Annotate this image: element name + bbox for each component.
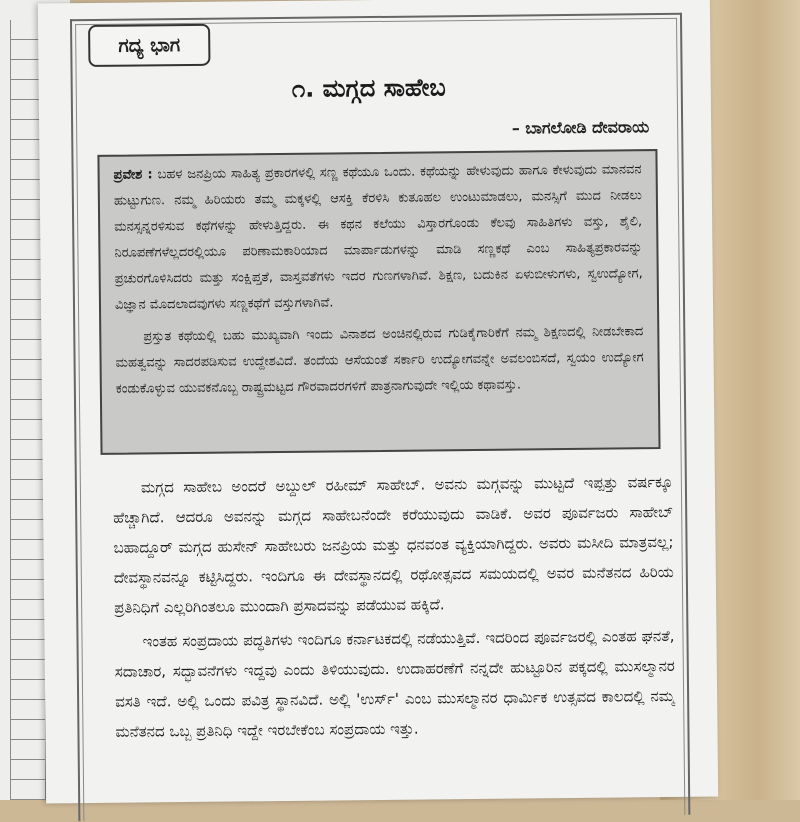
- intro-box: [97, 149, 660, 455]
- textbook-page: [38, 0, 718, 803]
- author-name: – ಬಾಗಲೋಡಿ ದೇವರಾಯ: [511, 117, 650, 138]
- section-tag: ಗದ್ಯ ಭಾಗ: [88, 24, 210, 67]
- story-body: [113, 467, 676, 793]
- intro-label: ಪ್ರವೇಶ :: [113, 167, 153, 183]
- intro-paragraph-2: [115, 319, 644, 403]
- intro-text-2: ಪ್ರಸ್ತುತ ಕಥೆಯಲ್ಲಿ ಬಹು ಮುಖ್ಯವಾಗಿ ಇಂದು ವಿನಾಶದ ಅಂಚಿನಲ್ಲಿರುವ ಗುಡಿಕೈಗಾರಿಕೆಗೆ ನಮ್ಮ ಶಿಕ್ಷಣದಲ್ಲಿ ನೀಡಬೇಕಾದ ಮಹತ್ವವನ್ನು ಸಾದರಪಡಿಸುವ ಉದ್ದೇಶವಿದೆ. ತಂದೆಯ ಆಸೆಯಂತೆ ಸರ್ಕಾರಿ ಉದ್ಯೋಗವನ್ನೇ ಅವಲಂಬಿಸದೆ, ಸ್ವಯಂ ಉದ್ಯೋಗ ಕಂಡುಕೊಳ್ಳುವ ಯುವಕನೊಬ್ಬ ರಾಷ್ಟ್ರಮಟ್ಟದ ಗೌರವಾದರಗಳಿಗೆ ಪಾತ್ರನಾಗುವುದೇ ಇಲ್ಲಿಯ ಕಥಾವಸ್ತು.: [115, 324, 644, 397]
- body-paragraph-2: ಇಂತಹ ಸಂಪ್ರದಾಯ ಪದ್ಧತಿಗಳು ಇಂದಿಗೂ ಕರ್ನಾಟಕದಲ್ಲಿ ನಡೆಯುತ್ತಿವೆ. ಇದರಿಂದ ಪೂರ್ವಜರಲ್ಲಿ ಎಂತಹ ಘನತೆ, ಸದಾಚಾರ, ಸದ್ಭಾವನೆಗಳು ಇದ್ದವು ಎಂದು ತಿಳಿಯುವುದು. ಉದಾಹರಣೆಗೆ ನನ್ನದೇ ಹುಟ್ಟೂರಿನ ಪಕ್ಕದಲ್ಲಿ ಮುಸಲ್ಮಾನರ ವಸತಿ ಇದೆ. ಅಲ್ಲಿ ಒಂದು ಪವಿತ್ರ ಸ್ಥಾನವಿದೆ. ಅಲ್ಲಿ 'ಉರ್ಸ್' ಎಂಬ ಮುಸಲ್ಮಾನರ ಧಾರ್ಮಿಕ ಉತ್ಸವದ ಕಾಲದಲ್ಲಿ ನಮ್ಮ ಮನೆತನದ ಒಬ್ಬ ಪ್ರತಿನಿಧಿ ಇದ್ದೇ ಇರಬೇಕೆಂಬ ಸಂಪ್ರದಾಯ ಇತ್ತು.: [114, 626, 676, 741]
- intro-text-1: ಬಹಳ ಜನಪ್ರಿಯ ಸಾಹಿತ್ಯ ಪ್ರಕಾರಗಳಲ್ಲಿ ಸಣ್ಣ ಕಥೆಯೂ ಒಂದು. ಕಥೆಯನ್ನು ಹೇಳುವುದು ಹಾಗೂ ಕೇಳುವುದು ಮಾನವನ ಹುಟ್ಟುಗುಣ. ನಮ್ಮ ಹಿರಿಯರು ತಮ್ಮ ಮಕ್ಕಳಲ್ಲಿ ಆಸಕ್ತಿ ಕೆರಳಿಸಿ ಕುತೂಹಲ ಉಂಟುಮಾಡಲು, ಮನಸ್ಸಿಗೆ ಮುದ ನೀಡಲು ಮನಸ್ಸನ್ನರಳಿಸುವ ಕಥೆಗಳನ್ನು ಹೇಳುತ್ತಿದ್ದರು. ಈ ಕಥನ ಕಲೆಯು ವಿಸ್ತಾರಗೊಂಡು ಕೆಲವು ಸಾಹಿತಿಗಳು ವಸ್ತು, ಶೈಲಿ, ನಿರೂಪಣೆಗಳೆಲ್ಲದರಲ್ಲಿಯೂ ಪರಿಣಾಮಕಾರಿಯಾದ ಮಾರ್ಪಾಡುಗಳನ್ನು ಮಾಡಿ ಸಣ್ಣಕಥೆ ಎಂಬ ಸಾಹಿತ್ಯಪ್ರಕಾರವನ್ನು ಪ್ರಚುರಗೊಳಿಸಿದರು ಮತ್ತು ಸಂಕ್ಷಿಪ್ತತೆ, ವಾಸ್ತವತೆಗಳು ಇದರ ಗುಣಗಳಾಗಿವೆ. ಶಿಕ್ಷಣ, ಬದುಕಿನ ಏಳುಬೀಳುಗಳು, ಸ್ವಉದ್ಯೋಗ, ವಿಜ್ಞಾನ ಮೊದಲಾದವುಗಳು ಸಣ್ಣಕಥೆಗೆ ವಸ್ತುಗಳಾಗಿವೆ.: [113, 162, 643, 313]
- lesson-title: ೧. ಮಗ್ಗದ ಸಾಹೇಬ: [291, 73, 446, 103]
- body-paragraph-1: ಮಗ್ಗದ ಸಾಹೇಬ ಅಂದರೆ ಅಬ್ದುಲ್ ರಹೀಮ್ ಸಾಹೇಬ್. ಅವನು ಮಗ್ಗವನ್ನು ಮುಟ್ಟದೆ ಇಪ್ಪತ್ತು ವರ್ಷಕ್ಕೂ ಹೆಚ್ಚಾಗಿದೆ. ಆದರೂ ಅವನನ್ನು ಮಗ್ಗದ ಸಾಹೇಬನೆಂದೇ ಕರೆಯುವುದು ವಾಡಿಕೆ. ಅವರ ಪೂರ್ವಜರು ಸಾಹೇಬ್ ಬಹಾದ್ದೂರ್ ಮಗ್ಗದ ಹುಸೇನ್ ಸಾಹೇಬರು ಜನಪ್ರಿಯ ಮತ್ತು ಧನವಂತ ವ್ಯಕ್ತಿಯಾಗಿದ್ದರು. ಅವರು ಮಸೀದಿ ಮಾತ್ರವಲ್ಲ; ದೇವಸ್ಥಾನವನ್ನೂ ಕಟ್ಟಿಸಿದ್ದರು. ಇಂದಿಗೂ ಈ ದೇವಸ್ಥಾನದಲ್ಲಿ ರಥೋತ್ಸವದ ಸಮಯದಲ್ಲಿ ಅವರ ಮನೆತನದ ಹಿರಿಯ ಪ್ರತಿನಿಧಿಗೆ ಎಲ್ಲರಿಗಿಂತಲೂ ಮುಂದಾಗಿ ಪ್ರಸಾದವನ್ನು ಪಡೆಯುವ ಹಕ್ಕಿದೆ.: [113, 472, 674, 617]
- intro-paragraph-1: [114, 157, 644, 319]
